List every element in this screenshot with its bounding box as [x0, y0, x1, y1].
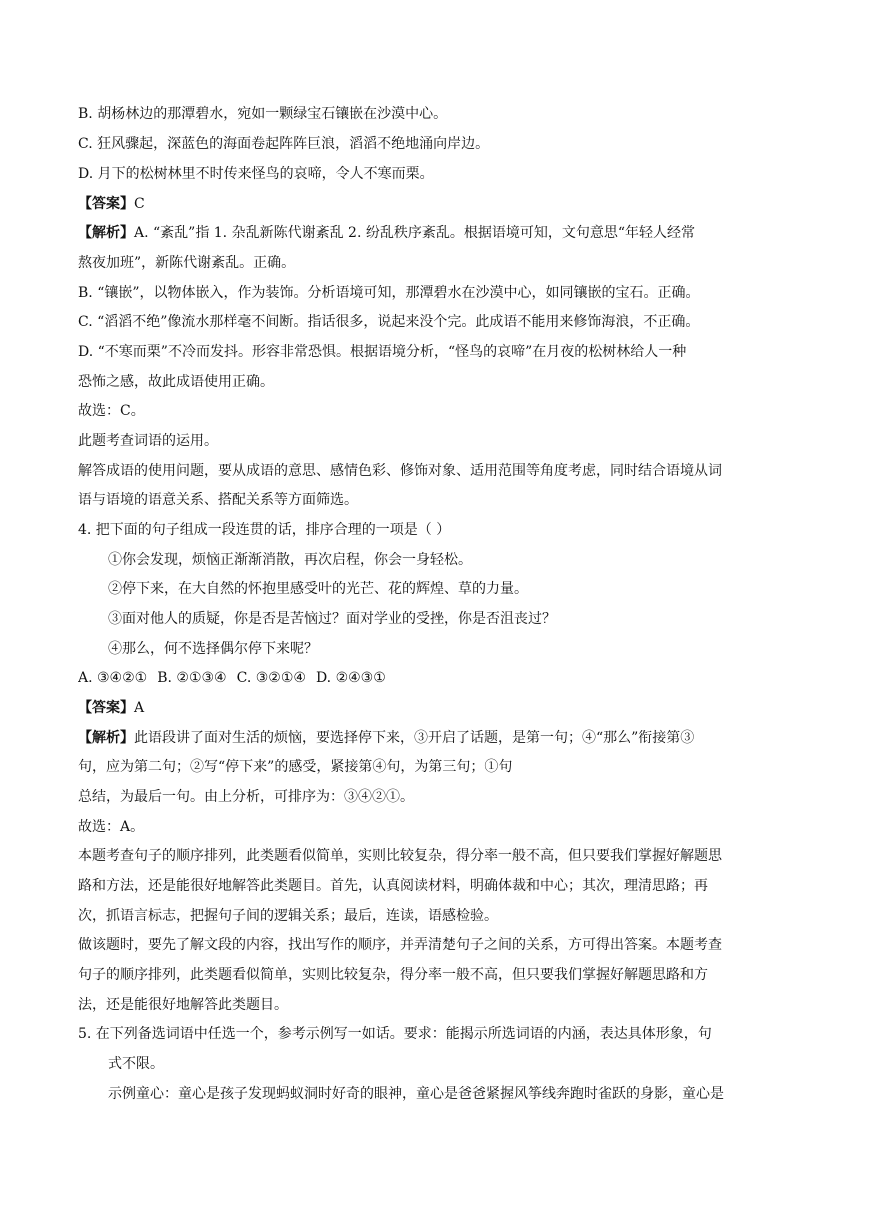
q4-para1-line1: 本题考查句子的顺序排列，此类题看似简单，实则比较复杂，得分率一般不高，但只要我们掌握好解题思 — [78, 848, 722, 864]
q3-topic: 此题考查词语的运用。 — [78, 433, 218, 449]
q4-option-c: C. ③②①④ — [236, 670, 306, 686]
analysis-tag: 【解析】 — [78, 225, 134, 241]
analysis-text: A. “紊乱”指 1. 杂乱新陈代谢紊乱 2. 纷乱秩序紊乱。根据语境可知，文句意思“年轻人经常 — [134, 225, 695, 241]
q4-sentence-4: ④那么，何不选择偶尔停下来呢？ — [108, 641, 318, 657]
q3-option-d: D. 月下的松树林里不时传来怪鸟的哀啼，令人不寒而栗。 — [78, 166, 434, 182]
q3-option-b: B. 胡杨林边的那潭碧水，宛如一颗绿宝石镶嵌在沙漠中心。 — [78, 106, 448, 122]
q4-choice: 故选：A。 — [78, 819, 145, 835]
q3-method-line1: 解答成语的使用问题，要从成语的意思、感情色彩、修饰对象、适用范围等角度考虑，同时结合语境从词 — [78, 463, 722, 479]
q4-option-d: D. ②④③① — [315, 670, 386, 686]
q4-options — [78, 668, 793, 688]
q3-method-line2: 语与语境的语意关系、搭配关系等方面筛选。 — [78, 492, 358, 508]
q5-stem-line1: 5. 在下列备选词语中任选一个，参考示例写一如话。要求：能揭示所选词语的内涵，表达具体形象，句 — [78, 1026, 712, 1042]
q4-para1-line3: 次，抓语言标志，把握句子间的逻辑关系；最后，连读，语感检验。 — [78, 908, 498, 924]
q5-example: 示例童心：童心是孩子发现蚂蚁洞时好奇的眼神，童心是爸爸紧握风筝线奔跑时雀跃的身影，童心是 — [108, 1086, 724, 1102]
q3-choice: 故选：C。 — [78, 403, 145, 419]
q4-answer — [78, 698, 793, 718]
q4-sentence-2: ②停下来，在大自然的怀抱里感受叶的光芒、花的辉煌、草的力量。 — [108, 581, 528, 597]
q3-analysis-c: C. “滔滔不绝”像流水那样毫不间断。指话很多，说起来没个完。此成语不能用来修饰海浪，不正确。 — [78, 314, 700, 330]
q4-analysis-line1 — [78, 728, 793, 748]
q3-analysis-d-line1: D. “不寒而栗”不冷而发抖。形容非常恐惧。根据语境分析，“怪鸟的哀啼”在月夜的松树林给人一种 — [78, 344, 687, 360]
q4-para2-line3: 法，还是能很好地解答此类题目。 — [78, 997, 288, 1013]
q3-analysis-a-line2: 熬夜加班”，新陈代谢紊乱。正确。 — [78, 255, 296, 271]
q3-analysis-b: B. “镶嵌”，以物体嵌入，作为装饰。分析语境可知，那潭碧水在沙漠中心，如同镶嵌的宝石。正确。 — [78, 285, 700, 301]
q4-option-a: A. ③④②① — [78, 670, 148, 686]
answer-tag: 【答案】 — [78, 700, 134, 716]
q4-option-b: B. ②①③④ — [157, 670, 227, 686]
q3-analysis-d-line2: 恐怖之感，故此成语使用正确。 — [78, 374, 274, 390]
answer-tag: 【答案】 — [78, 196, 134, 212]
answer-value: C — [134, 196, 145, 212]
analysis-tag: 【解析】 — [78, 730, 134, 746]
q4-analysis-line3: 总结，为最后一句。由上分析，可排序为：③④②①。 — [78, 789, 414, 805]
q3-analysis-a-line1 — [78, 223, 793, 243]
q4-para1-line2: 路和方法，还是能很好地解答此类题目。首先，认真阅读材料，明确体裁和中心；其次，理清思路；再 — [78, 878, 708, 894]
q4-stem: 4. 把下面的句子组成一段连贯的话，排序合理的一项是（ ） — [78, 522, 451, 538]
q3-answer — [78, 194, 793, 214]
q4-sentence-1: ①你会发现，烦恼正渐渐消散，再次启程，你会一身轻松。 — [108, 552, 472, 568]
q4-para2-line1: 做该题时，要先了解文段的内容，找出写作的顺序，并弄清楚句子之间的关系，方可得出答案。本题考查 — [78, 937, 722, 953]
q4-sentence-3: ③面对他人的质疑，你是否是苦恼过？面对学业的受挫，你是否沮丧过？ — [108, 611, 556, 627]
q4-para2-line2: 句子的顺序排列，此类题看似简单，实则比较复杂，得分率一般不高，但只要我们掌握好解题思路和方 — [78, 967, 708, 983]
q3-option-c: C. 狂风骤起，深蓝色的海面卷起阵阵巨浪，滔滔不绝地涌向岸边。 — [78, 136, 490, 152]
q4-analysis-line2: 句，应为第二句；②写“停下来”的感受，紧接第④句，为第三句；①句 — [78, 759, 513, 775]
analysis-text: 此语段讲了面对生活的烦恼，要选择停下来，③开启了话题，是第一句；④“那么”衔接第③ — [134, 730, 695, 746]
answer-value: A — [134, 700, 145, 716]
q5-stem-line2: 式不限。 — [108, 1056, 164, 1072]
